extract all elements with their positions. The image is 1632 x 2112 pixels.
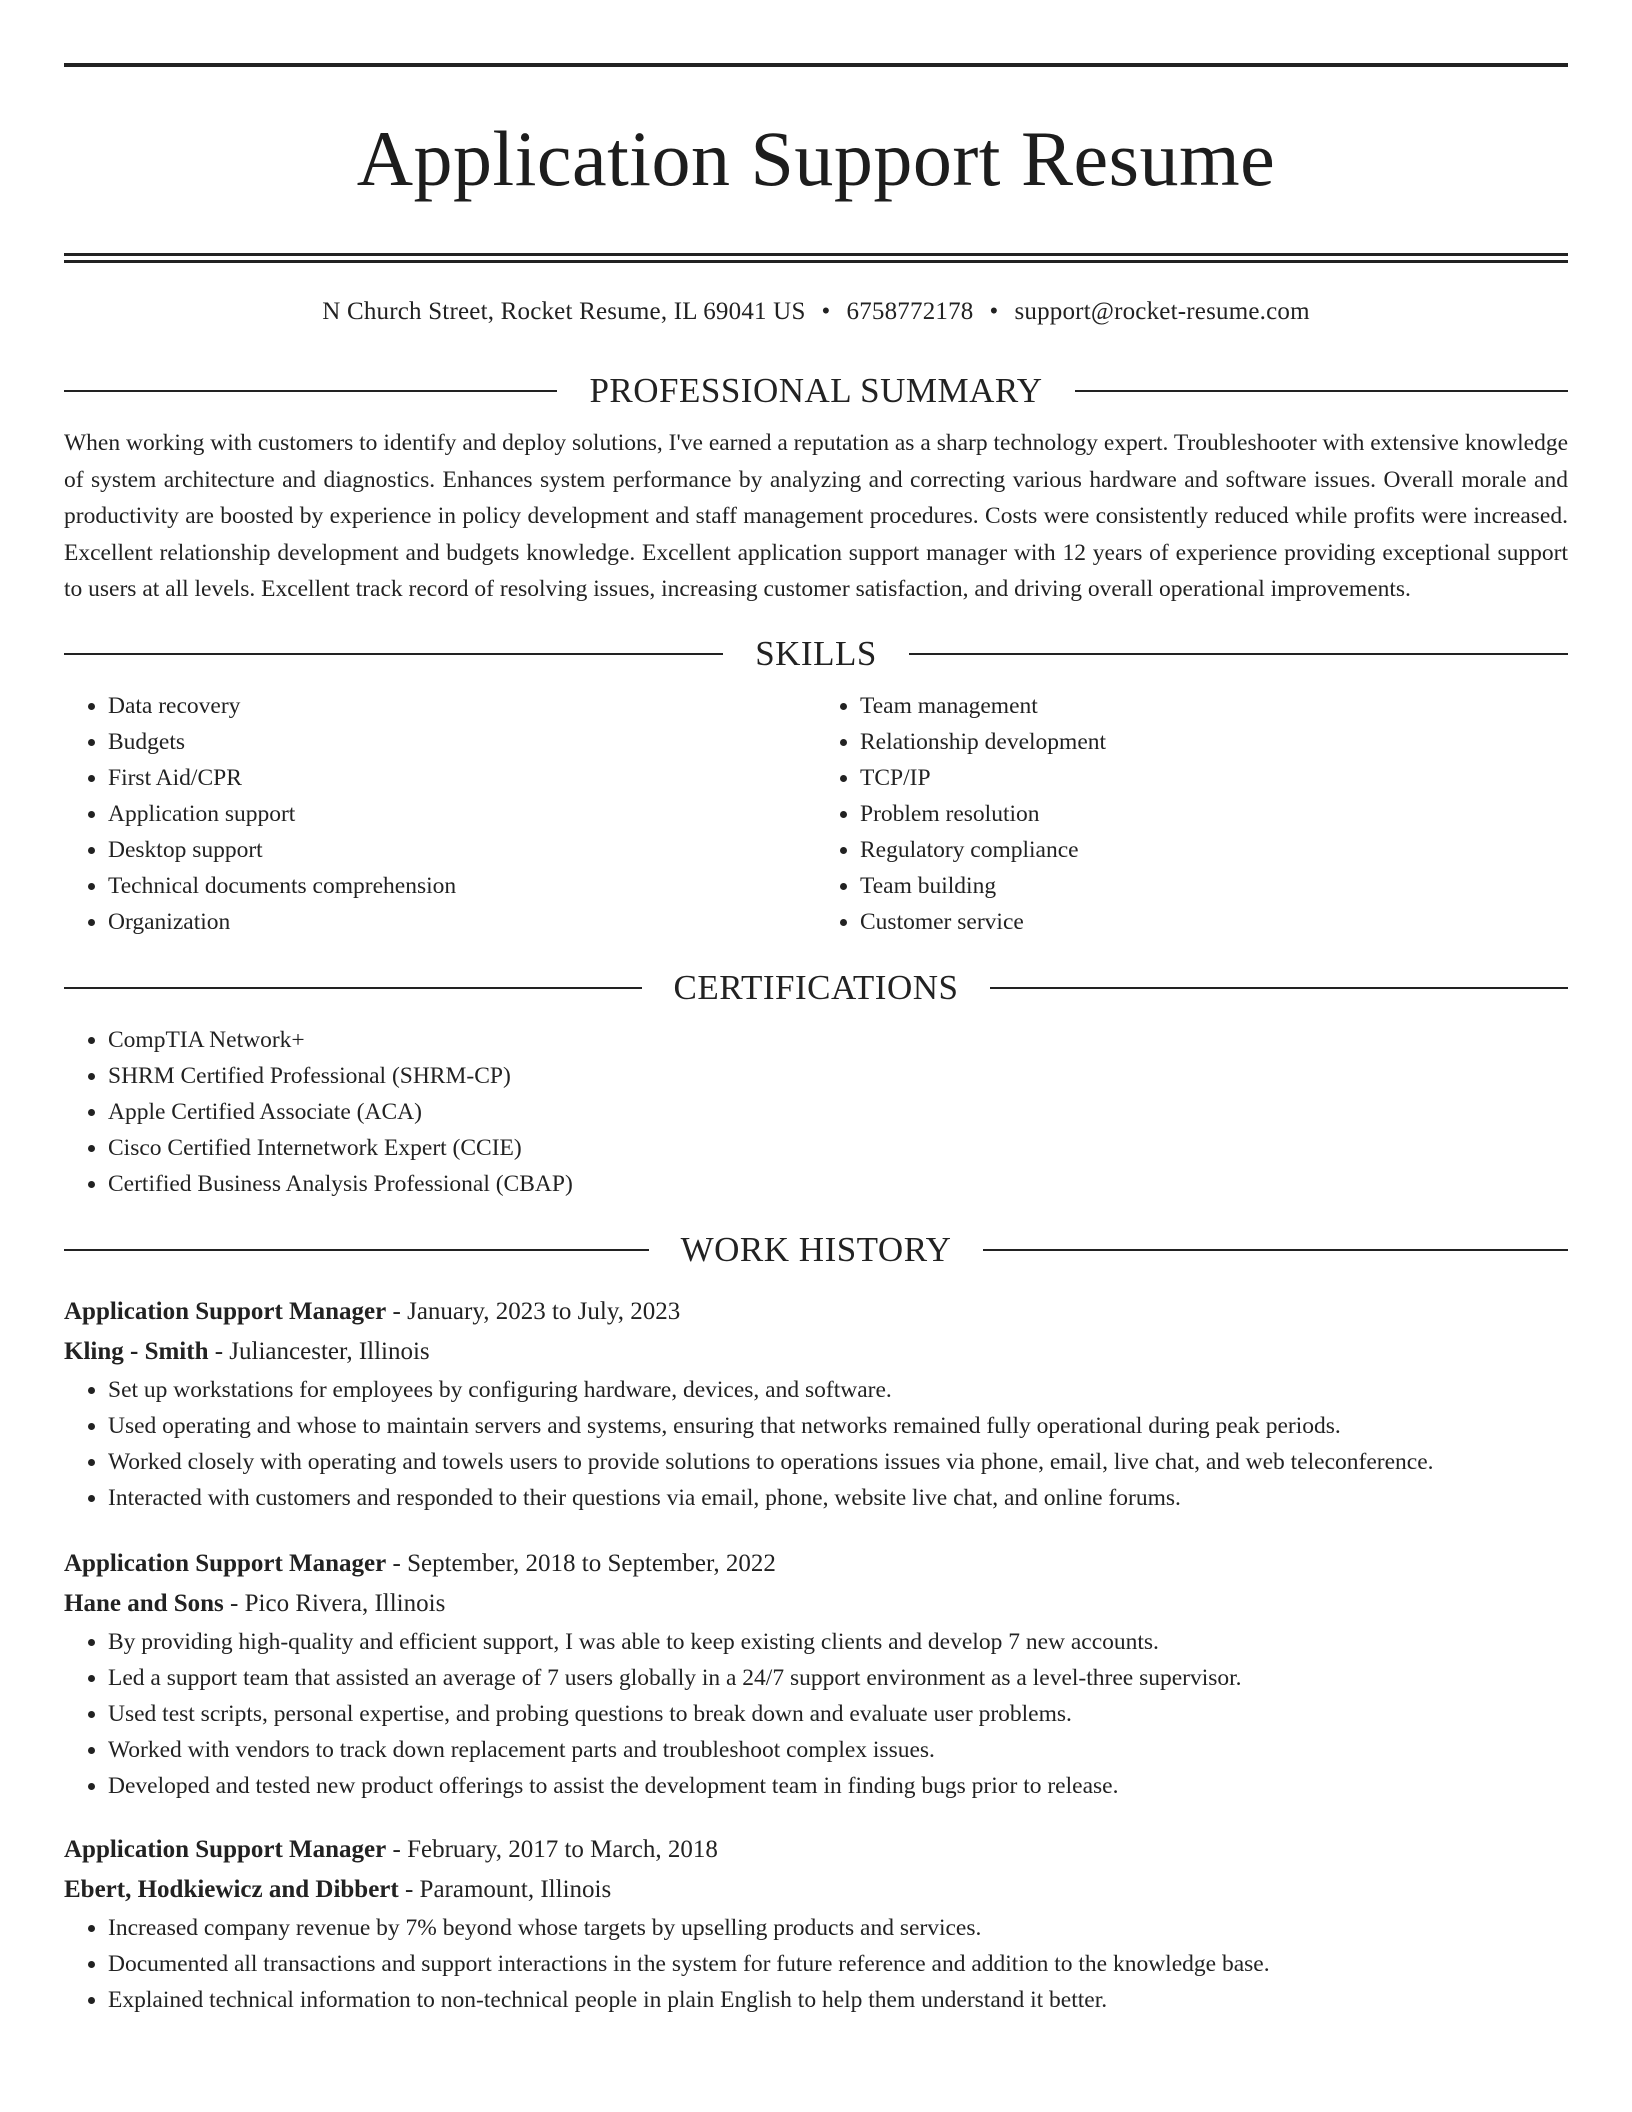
job-title-line: [64, 1292, 1568, 1332]
contact-address: N Church Street, Rocket Resume, IL 69041 US: [322, 298, 806, 325]
section-heading-work-history: [64, 1230, 1568, 1270]
heading-rule: [983, 1249, 1568, 1251]
job-bullet-list: [64, 1372, 1568, 1516]
job-bullet: • Explained technical information to non-technical people in plain English to help them understand it better.: [108, 1982, 1568, 2018]
job-title: Application Support Manager: [64, 1549, 387, 1577]
skill-item: • Customer service: [860, 904, 1568, 940]
job-bullet: • Worked closely with operating and towels users to provide solutions to operations issues via phone, email, live chat, and web teleconference.: [108, 1444, 1568, 1480]
skill-item: • Data recovery: [108, 688, 816, 724]
job-bullet: • Interacted with customers and responded to their questions via email, phone, website live chat, and online forums.: [108, 1480, 1568, 1516]
job-location: - Juliancester, Illinois: [208, 1337, 430, 1365]
job-entry: [64, 1830, 1568, 2018]
certifications-list: [64, 1022, 1568, 1202]
skill-item: • Desktop support: [108, 832, 816, 868]
contact-email: support@rocket-resume.com: [1014, 298, 1310, 325]
job-company-line: [64, 1332, 1568, 1372]
job-title: Application Support Manager: [64, 1297, 387, 1325]
skill-item: • Team management: [860, 688, 1568, 724]
heading-rule: [64, 653, 723, 655]
certification-item: • CompTIA Network+: [108, 1022, 1568, 1058]
job-title: Application Support Manager: [64, 1835, 387, 1863]
section-heading-label: CERTIFICATIONS: [673, 967, 959, 1007]
job-location: - Paramount, Illinois: [398, 1875, 612, 1903]
skill-item: • Technical documents comprehension: [108, 868, 816, 904]
heading-rule: [64, 390, 557, 392]
job-company-line: [64, 1870, 1568, 1910]
job-bullet: • Increased company revenue by 7% beyond whose targets by upselling products and services.: [108, 1910, 1568, 1946]
skills-left-list: [64, 688, 816, 940]
skill-item: • Team building: [860, 868, 1568, 904]
skill-item: • Regulatory compliance: [860, 832, 1568, 868]
section-heading-summary: [64, 371, 1568, 411]
skills-columns: [64, 688, 1568, 940]
job-title-line: [64, 1830, 1568, 1870]
section-heading-skills: [64, 634, 1568, 674]
job-bullet: • By providing high-quality and efficient support, I was able to keep existing clients and develop 7 new accounts.: [108, 1624, 1568, 1660]
job-dates: - September, 2018 to September, 2022: [386, 1549, 776, 1577]
section-heading-label: SKILLS: [755, 633, 877, 673]
skill-item: • Application support: [108, 796, 816, 832]
job-company: Ebert, Hodkiewicz and Dibbert: [64, 1875, 399, 1903]
skill-item: • First Aid/CPR: [108, 760, 816, 796]
heading-rule: [64, 1249, 649, 1251]
job-bullet-list: [64, 1910, 1568, 2018]
job-dates: - February, 2017 to March, 2018: [386, 1835, 718, 1863]
title-double-rule: [64, 253, 1568, 263]
skills-right-list: [816, 688, 1568, 940]
certification-item: • Apple Certified Associate (ACA): [108, 1094, 1568, 1130]
section-heading-label: PROFESSIONAL SUMMARY: [589, 371, 1043, 410]
job-entry: [64, 1292, 1568, 1516]
heading-rule: [909, 653, 1568, 655]
resume-title: Application Support Resume: [356, 115, 1276, 202]
job-entry: [64, 1544, 1568, 1804]
skill-item: • TCP/IP: [860, 760, 1568, 796]
job-bullet: • Documented all transactions and support interactions in the system for future reference and addition to the knowledge base.: [108, 1946, 1568, 1982]
top-rule: [64, 63, 1568, 67]
certification-item: • Cisco Certified Internetwork Expert (CCIE): [108, 1130, 1568, 1166]
job-location: - Pico Rivera, Illinois: [223, 1589, 446, 1617]
section-heading-label: WORK HISTORY: [680, 1229, 952, 1269]
contact-line: [64, 297, 1568, 327]
job-bullet: • Set up workstations for employees by configuring hardware, devices, and software.: [108, 1372, 1568, 1408]
job-bullet: • Led a support team that assisted an average of 7 users globally in a 24/7 support environment as a level-three supervisor.: [108, 1660, 1568, 1696]
skill-item: • Relationship development: [860, 724, 1568, 760]
certification-item: • SHRM Certified Professional (SHRM-CP): [108, 1058, 1568, 1094]
skill-item: • Problem resolution: [860, 796, 1568, 832]
contact-separator: •: [821, 298, 831, 325]
job-company: Hane and Sons: [64, 1589, 224, 1617]
job-bullet: • Developed and tested new product offerings to assist the development team in finding bugs prior to release.: [108, 1768, 1568, 1804]
certification-item: • Certified Business Analysis Professional (CBAP): [108, 1166, 1568, 1202]
contact-phone: 6758772178: [846, 298, 974, 325]
contact-separator: •: [989, 298, 999, 325]
job-bullet-list: [64, 1624, 1568, 1804]
heading-rule: [990, 987, 1568, 989]
job-dates: - January, 2023 to July, 2023: [386, 1297, 681, 1325]
job-bullet: • Used test scripts, personal expertise, and probing questions to break down and evaluate user problems.: [108, 1696, 1568, 1732]
heading-rule: [1075, 390, 1568, 392]
skill-item: • Organization: [108, 904, 816, 940]
job-bullet: • Used operating and whose to maintain servers and systems, ensuring that networks remained fully operational during peak periods.: [108, 1408, 1568, 1444]
job-bullet: • Worked with vendors to track down replacement parts and troubleshoot complex issues.: [108, 1732, 1568, 1768]
heading-rule: [64, 987, 642, 989]
job-company: Kling - Smith: [64, 1337, 209, 1365]
summary-text: When working with customers to identify and deploy solutions, I've earned a reputation as a sharp technology expert. Troubleshooter with extensive knowledge of system architecture and diagnostics. Enhances system performance by analyzing and correcting various hardware and software issues. Overall morale and productivity are boosted by experience in policy development and staff management procedures. Costs were consistently reduced while profits were increased. Excellent relationship development and budgets knowledge. Excellent application support manager with 12 years of experience providing exceptional support to users at all levels. Excellent track record of resolving issues, increasing customer satisfaction, and driving overall operational improvements.: [64, 430, 1568, 602]
section-heading-certifications: [64, 968, 1568, 1008]
job-company-line: [64, 1584, 1568, 1624]
skill-item: • Budgets: [108, 724, 816, 760]
job-title-line: [64, 1544, 1568, 1584]
